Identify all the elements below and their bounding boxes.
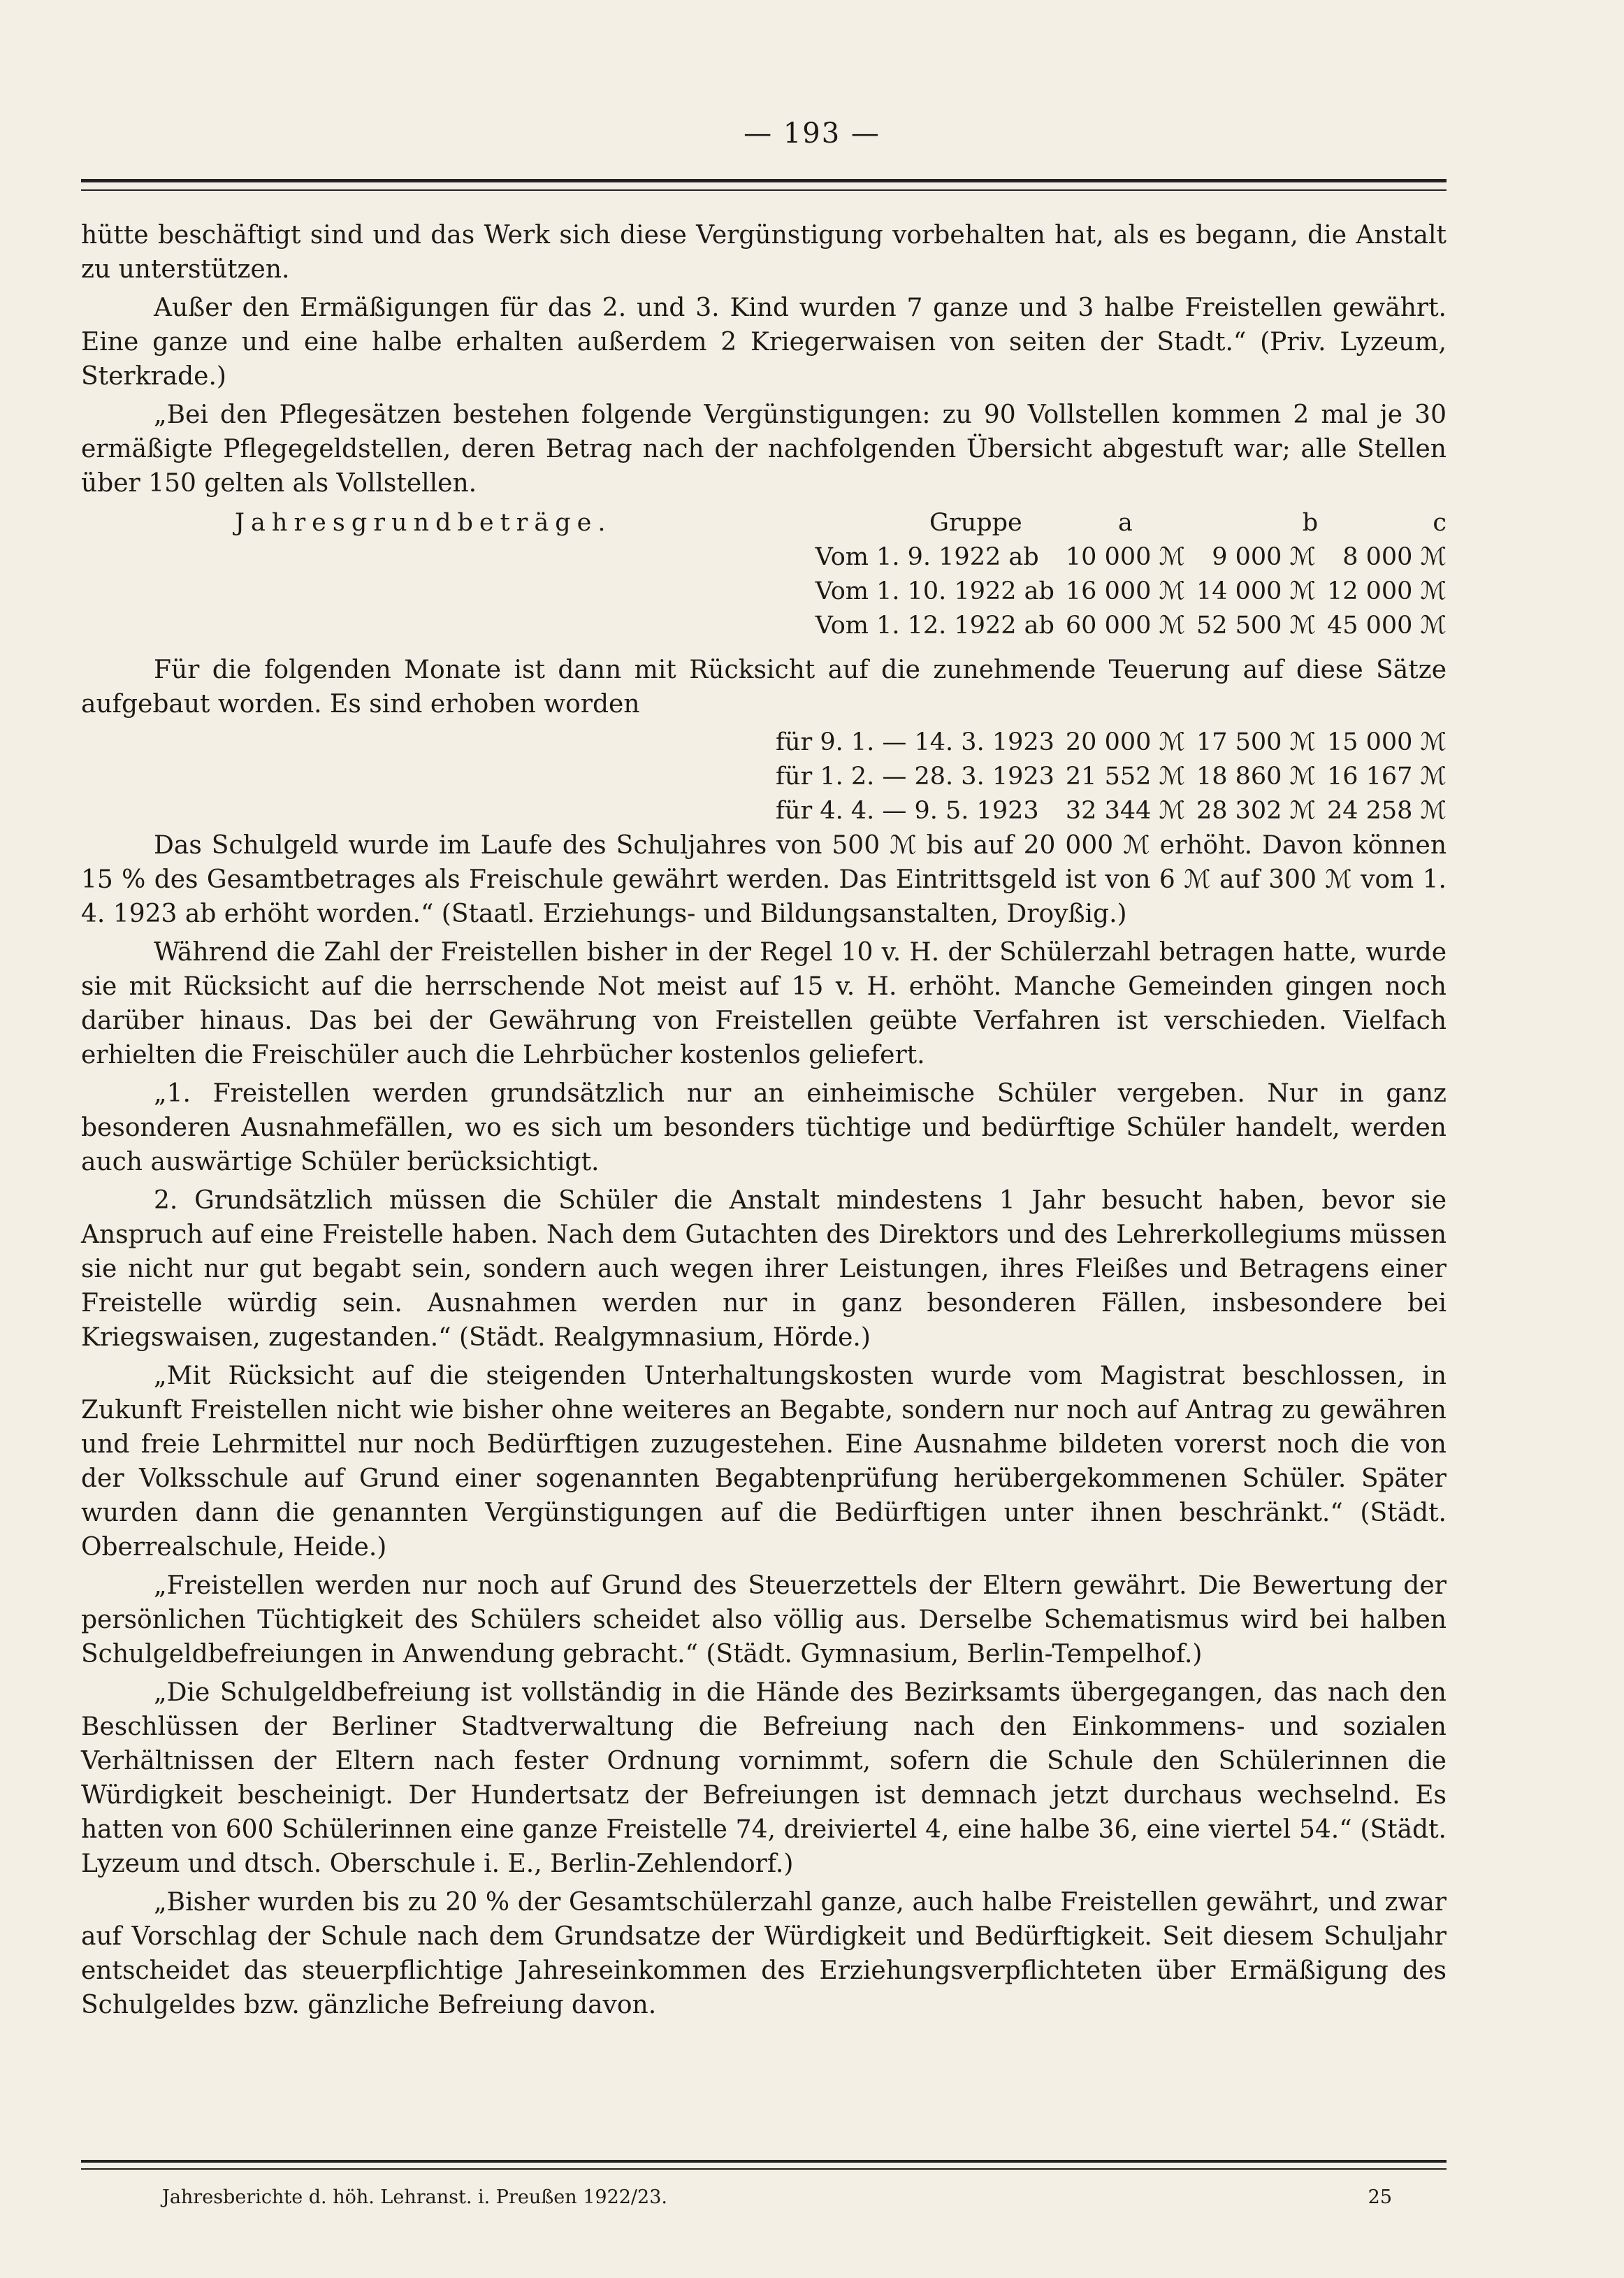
rate-period: für 9. 1. — 14. 3. 1923 — [776, 728, 1054, 756]
table-row — [776, 794, 1447, 828]
rate-c: 12 000 ℳ — [1326, 577, 1447, 605]
paragraph: „Bei den Pflegesätzen bestehen folgende Vergünstigungen: zu 90 Vollstellen kommen 2 mal je 30 ermäßigte Pflegegeldstellen, deren Betrag nach der nachfolgenden Übersicht abgestuft war; alle Stellen über 150 gelten als Vollstellen. — [81, 401, 1447, 498]
paragraph: „Die Schulgeldbefreiung ist vollständig in die Hände des Bezirksamts übergegangen, das nach den Beschlüssen der Berliner Stadtverwaltung die Befreiung nach den Einkommens- und sozialen Verhältnissen der Eltern nach fester Ordnung vornimmt, sofern die Schule den Schülerinnen die Würdigkeit bescheinigt. Der Hundertsatz der Befreiungen ist demnach jetzt durchaus wechselnd. Es hatten von 600 Schülerinnen eine ganze Freistelle 74, dreiviertel 4, eine halbe 36, eine viertel 54.“ (Städt. Lyzeum und dtsch. Oberschule i. E., Berlin-Zehlendorf.) — [81, 1678, 1447, 1878]
column-head-c: c — [1433, 509, 1447, 537]
rate-a: 20 000 ℳ — [1065, 728, 1185, 756]
rate-c: 45 000 ℳ — [1326, 612, 1447, 640]
rate-b: 17 500 ℳ — [1196, 728, 1316, 756]
rate-date: Vom 1. 12. 1922 ab — [815, 612, 1054, 640]
rate-b: 52 500 ℳ — [1196, 612, 1316, 640]
column-head-b: b — [1302, 509, 1319, 537]
bottom-rule — [81, 2160, 1447, 2170]
footer-signature-number: 25 — [1368, 2186, 1392, 2208]
column-head-a: a — [1118, 509, 1133, 537]
table-row — [776, 760, 1447, 794]
rate-c: 24 258 ℳ — [1326, 797, 1447, 825]
rate-b: 18 860 ℳ — [1196, 763, 1316, 791]
footer-publication: Jahresberichte d. höh. Lehranst. i. Preußen 1922/23. — [162, 2186, 667, 2208]
table-row — [815, 609, 1447, 643]
rates-table-block — [81, 506, 1447, 643]
rate-b: 9 000 ℳ — [1212, 543, 1316, 571]
paragraph: „1. Freistellen werden grundsätzlich nur an einheimische Schüler vergeben. Nur in ganz besonderen Ausnahmefällen, wo es sich um besonders tüchtige und bedürftige Schüler handelt, werden auch auswärtige Schüler berücksichtigt. — [81, 1079, 1447, 1176]
table-row — [815, 575, 1447, 609]
page-footer — [162, 2186, 1392, 2208]
paragraph: hütte beschäftigt sind und das Werk sich diese Vergünstigung vorbehalten hat, als es begann, die Anstalt zu unterstützen. — [81, 221, 1447, 284]
rate-date: Vom 1. 10. 1922 ab — [815, 577, 1054, 605]
paragraph: Das Schulgeld wurde im Laufe des Schuljahres von 500 ℳ bis auf 20 000 ℳ erhöht. Davon können 15 % des Gesamtbetrages als Freischule gewährt werden. Das Eintrittsgeld ist von 6 ℳ auf 300 ℳ vom 1. 4. 1923 ab erhöht worden.“ (Staatl. Erziehungs- und Bildungsanstalten, Droyßig.) — [81, 831, 1447, 928]
table-row — [776, 726, 1447, 760]
rate-c: 15 000 ℳ — [1326, 728, 1447, 756]
paragraph: „Bisher wurden bis zu 20 % der Gesamtschülerzahl ganze, auch halbe Freistellen gewährt, und zwar auf Vorschlag der Schule nach dem Grundsatze der Würdigkeit und Bedürftigkeit. Seit diesem Schuljahr entscheidet das steuerpflichtige Jahreseinkommen des Erziehungsverpflichteten über Ermäßigung des Schulgeldes bzw. gänzliche Befreiung davon. — [81, 1888, 1447, 2019]
rate-c: 8 000 ℳ — [1342, 543, 1447, 571]
rate-a: 10 000 ℳ — [1065, 543, 1185, 571]
table-row — [815, 540, 1447, 575]
paragraph: Außer den Ermäßigungen für das 2. und 3. Kind wurden 7 ganze und 3 halbe Freistellen gewährt. Eine ganze und eine halbe erhalten außerdem 2 Kriegerwaisen von seiten der Stadt.“ (Priv. Lyzeum, Sterkrade.) — [81, 294, 1447, 391]
paragraph: „Freistellen werden nur noch auf Grund des Steuerzettels der Eltern gewährt. Die Bewertung der persönlichen Tüchtigkeit des Schülers scheidet also völlig aus. Derselbe Schematismus wird bei halben Schulgeldbefreiungen in Anwendung gebracht.“ (Städt. Gymnasium, Berlin-Tempelhof.) — [81, 1571, 1447, 1668]
rate-period: für 1. 2. — 28. 3. 1923 — [776, 763, 1054, 791]
group-label: Gruppe — [929, 509, 1022, 537]
paragraph: 2. Grundsätzlich müssen die Schüler die Anstalt mindestens 1 Jahr besucht haben, bevor sie Anspruch auf eine Freistelle haben. Nach dem Gutachten des Direktors und des Lehrerkollegiums müssen sie nicht nur gut begabt sein, sondern auch wegen ihrer Leistungen, ihres Fleißes und Betragens einer Freistelle würdig sein. Ausnahmen werden nur in ganz besonderen Fällen, insbesondere bei Kriegswaisen, zugestanden.“ (Städt. Realgymnasium, Hörde.) — [81, 1186, 1447, 1352]
rate-b: 28 302 ℳ — [1196, 797, 1316, 825]
rate-a: 21 552 ℳ — [1065, 763, 1185, 791]
top-rule — [81, 179, 1447, 191]
rate-a: 32 344 ℳ — [1065, 797, 1185, 825]
rate-a: 16 000 ℳ — [1065, 577, 1185, 605]
page-number: — 193 — — [744, 117, 880, 150]
rate-c: 16 167 ℳ — [1326, 763, 1447, 791]
rate-period: für 4. 4. — 9. 5. 1923 — [776, 797, 1039, 825]
paragraph: Während die Zahl der Freistellen bisher in der Regel 10 v. H. der Schülerzahl betragen hatte, wurde sie mit Rücksicht auf die herrschende Not meist auf 15 v. H. erhöht. Manche Gemeinden gingen noch darüber hinaus. Das bei der Gewährung von Freistellen geübte Verfahren ist verschieden. Vielfach erhielten die Freischüler auch die Lehrbücher kostenlos geliefert. — [81, 938, 1447, 1069]
body-text — [81, 218, 1447, 2026]
rates-title: Jahresgrundbeträge. — [235, 509, 612, 537]
rates-table — [815, 540, 1447, 643]
paragraph: „Mit Rücksicht auf die steigenden Unterhaltungskosten wurde vom Magistrat beschlossen, in Zukunft Freistellen nicht wie bisher ohne weiteres an Begabte, sondern nur noch auf Antrag zu gewähren und freie Lehrmittel nur noch Bedürftigen zuzugestehen. Eine Ausnahme bildeten vorerst noch die von der Volksschule auf Grund einer sogenannten Begabtenprüfung herübergekommenen Schüler. Später wurden dann die genannten Vergünstigungen auf die Bedürftigen unter ihnen beschränkt.“ (Städt. Oberrealschule, Heide.) — [81, 1362, 1447, 1562]
rates-header — [81, 506, 1447, 540]
rate-date: Vom 1. 9. 1922 ab — [815, 543, 1039, 571]
rate-a: 60 000 ℳ — [1065, 612, 1185, 640]
rates-column-heads — [929, 506, 1447, 540]
rates-table-2 — [776, 726, 1447, 828]
paragraph: Für die folgenden Monate ist dann mit Rücksicht auf die zunehmende Teuerung auf diese Sätze aufgebaut worden. Es sind erhoben worden — [81, 656, 1447, 719]
rate-b: 14 000 ℳ — [1196, 577, 1316, 605]
